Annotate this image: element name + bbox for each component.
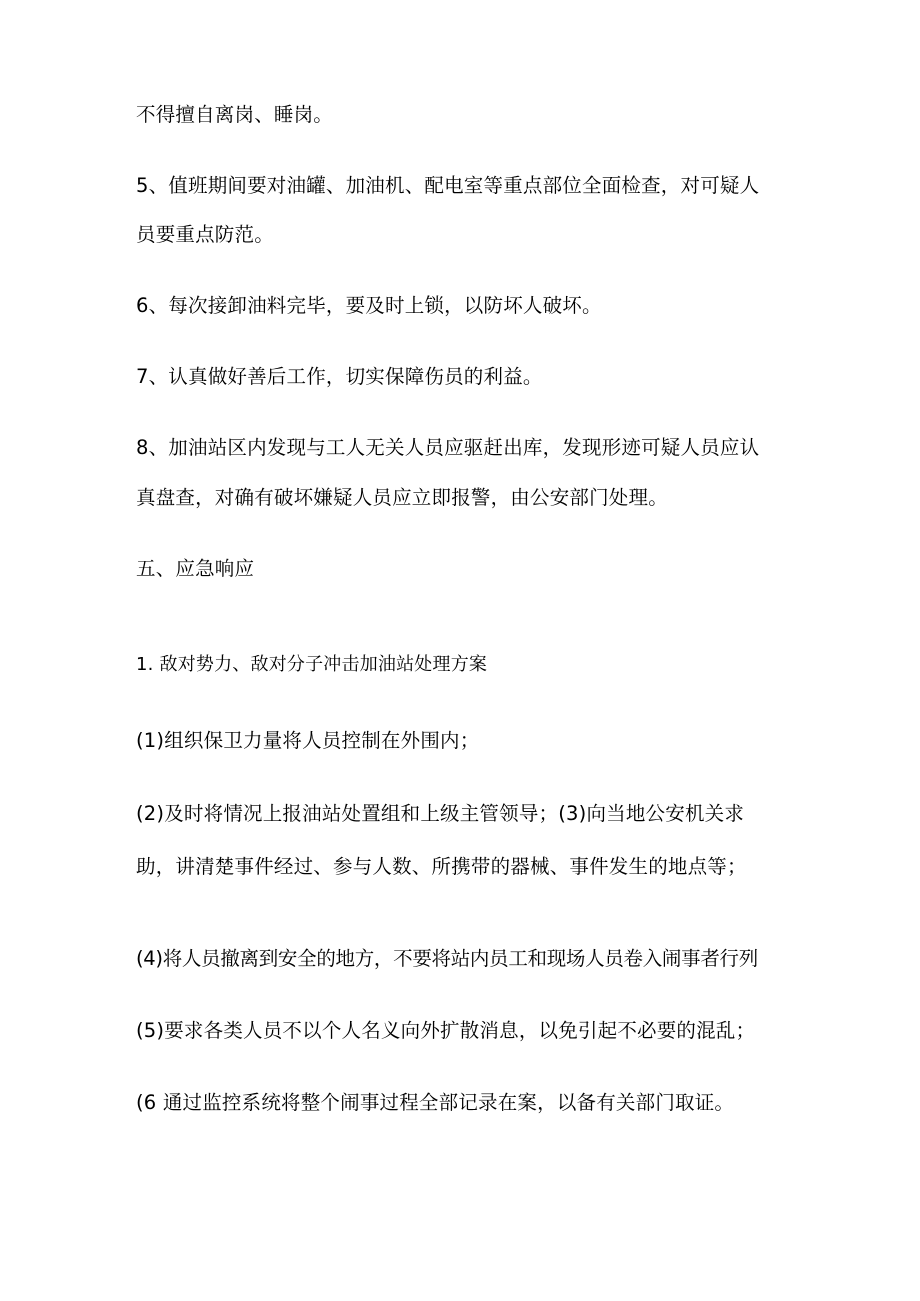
text-line-1: 不得擅自离岗、睡岗。: [136, 103, 334, 126]
text-line-7: 真盘查，对确有破坏嫌疑人员应立即报警，由公安部门处理。: [136, 486, 668, 509]
text-line-14: (5)要求各类人员不以个人名义向外扩散消息，以免引起不必要的混乱；: [136, 1019, 756, 1042]
text-line-11: (2)及时将情况上报油站处置组和上级主管领导；(3)向当地公安机关求: [136, 802, 745, 825]
text-line-2: 5、值班期间要对油罐、加油机、配电室等重点部位全面检查，对可疑人: [136, 174, 760, 197]
text-line-6: 8、加油站区内发现与工人无关人员应驱赶出库，发现形迹可疑人员应认: [136, 436, 760, 459]
text-line-4: 6、每次接卸油料完毕，要及时上锁，以防坏人破坏。: [136, 294, 602, 317]
text-line-12: 助，讲清楚事件经过、参与人数、所携带的器械、事件发生的地点等；: [136, 855, 747, 878]
text-line-10: (1)组织保卫力量将人员控制在外围内；: [136, 729, 480, 752]
text-line-5: 7、认真做好善后工作，切实保障伤员的利益。: [136, 365, 543, 388]
section-heading: 五、应急响应: [136, 557, 255, 580]
subsection-heading: 1. 敌对势力、敌对分子冲击加油站处理方案: [136, 654, 488, 675]
text-line-3: 员要重点防范。: [136, 223, 274, 246]
text-line-13: (4)将人员撤离到安全的地方，不要将站内员工和现场人员卷入闹事者行列: [136, 947, 758, 970]
text-line-15: (6 通过监控系统将整个闹事过程全部记录在案，以备有关部门取证。: [136, 1091, 735, 1114]
